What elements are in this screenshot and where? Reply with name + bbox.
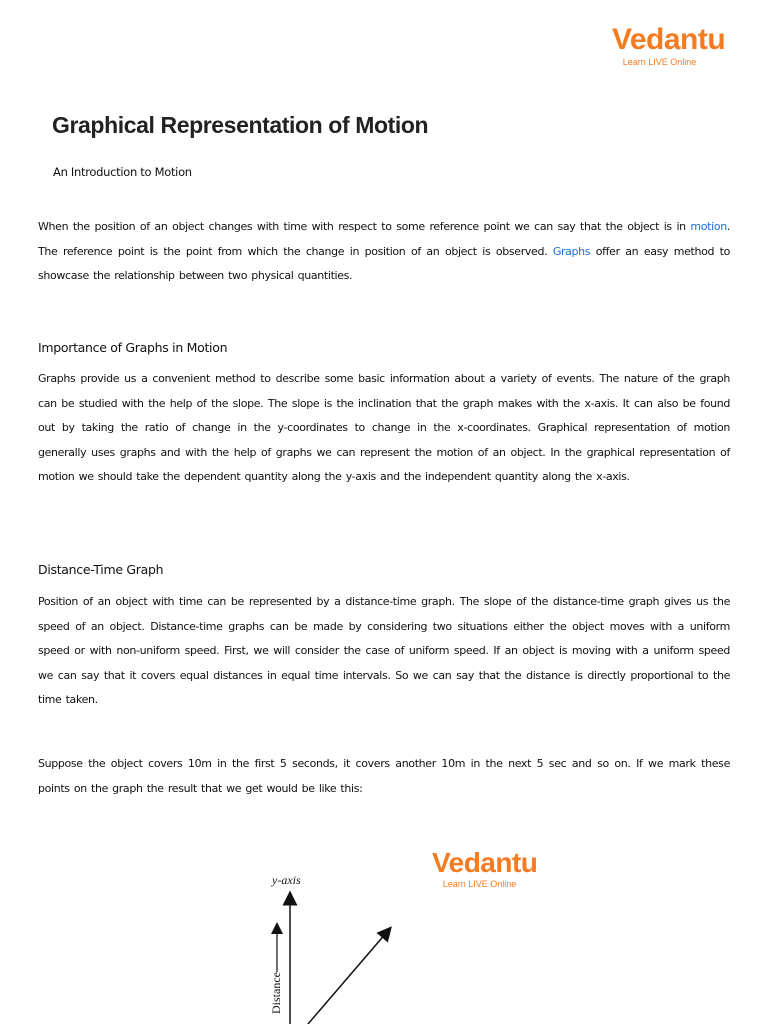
distance-label: Distance — [269, 972, 283, 1014]
figure-vedantu-logo — [432, 847, 538, 889]
logo-brand: Vedantu — [612, 23, 726, 56]
figure-logo-tagline: Learn LIVE Online — [442, 879, 517, 889]
example-paragraph: Suppose the object covers 10m in the first 5 seconds, it covers another 10m in the next 5 sec and so on. If we mark these points on the graph the result that we get would be like this: — [38, 757, 730, 795]
y-axis-label: y-axis — [272, 873, 301, 887]
page-subtitle: An Introduction to Motion — [53, 165, 192, 179]
intro-paragraph — [38, 215, 730, 289]
page-title: Graphical Representation of Motion — [52, 112, 429, 138]
distance-time-paragraph: Position of an object with time can be represented by a distance-time graph. The slope of the distance-time graph gives us the speed of an object. Distance-time graphs can be made by considering two situations either the object moves with a uniform speed or with non-uniform speed. First, we will consider the case of uniform speed. If an object is moving with a uniform speed we can say that it covers equal distances in equal time intervals. So we can say that the distance is directly proportional to the time taken. — [38, 595, 730, 706]
intro-text-2: . The reference point is the point from which the change in position of an object is observed. — [38, 220, 730, 258]
motion-link[interactable]: motion — [690, 220, 727, 233]
importance-heading: Importance of Graphs in Motion — [38, 340, 228, 355]
intro-text-1: When the position of an object changes with time with respect to some reference point we can say that the object is in — [38, 220, 691, 233]
importance-paragraph: Graphs provide us a convenient method to describe some basic information about a variety of events. The nature of the graph can be studied with the help of the slope. The slope is the inclination that the graph makes with the x-axis. It can also be found out by taking the ratio of change in the y-coordinates to change in the x-coordinates. Graphical representation of motion generally uses graphs and with the help of graphs we can represent the motion of an object. In the graphical representation of motion we should take the dependent quantity along the y-axis and the independent quantity along the x-axis. — [38, 372, 730, 483]
vedantu-logo — [612, 23, 726, 67]
distance-time-line — [308, 932, 387, 1024]
distance-time-figure — [260, 862, 420, 1024]
graphs-link[interactable]: Graphs — [552, 244, 591, 258]
distance-time-heading: Distance-Time Graph — [38, 562, 164, 577]
logo-tagline: Learn LIVE Online — [622, 57, 697, 67]
intro-text-3: offer an easy method to showcase the relationship between two physical quantities. — [38, 244, 730, 282]
figure-logo-brand: Vedantu — [432, 847, 538, 878]
